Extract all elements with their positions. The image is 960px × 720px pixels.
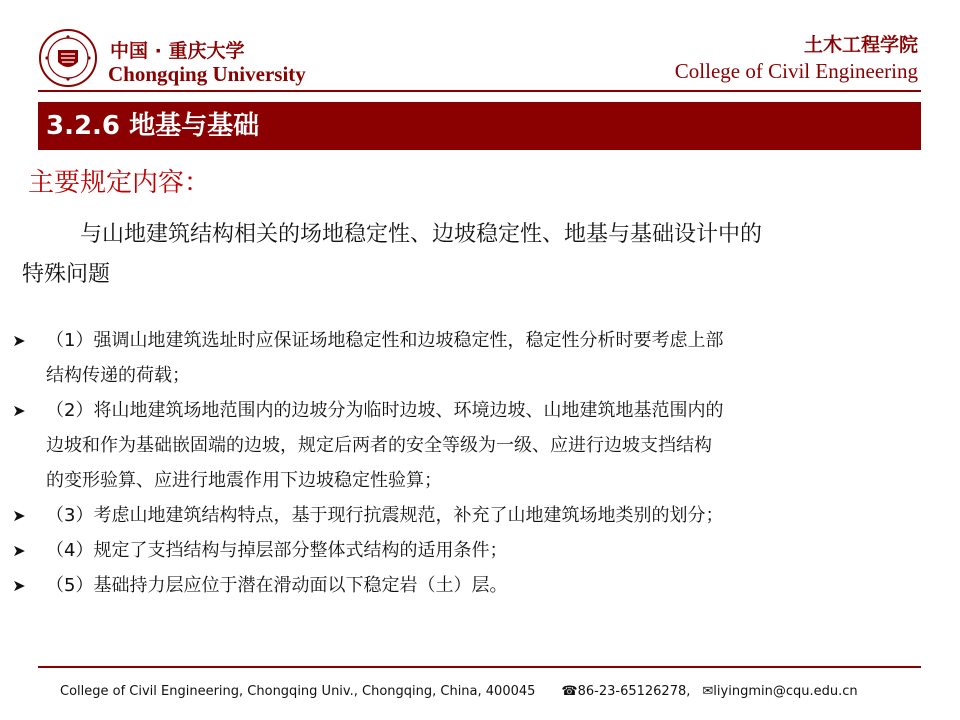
list-item bbox=[8, 533, 948, 568]
university-name-cn: 中国 · 重庆大学 bbox=[110, 40, 245, 62]
list-item-line: 的变形验算、应进行地震作用下边坡稳定性验算； bbox=[46, 470, 442, 491]
list-item-line: （3）考虑山地建筑结构特点，基于现行抗震规范，补充了山地建筑场地类别的划分； bbox=[46, 505, 724, 526]
header-divider bbox=[38, 90, 921, 92]
footer-email: liyingmin@cqu.edu.cn bbox=[713, 684, 858, 699]
list-item bbox=[8, 323, 948, 393]
college-name-en: College of Civil Engineering bbox=[674, 59, 918, 83]
list-item bbox=[8, 498, 948, 533]
intro-line: 与山地建筑结构相关的场地稳定性、边坡稳定性、地基与基础设计中的 bbox=[80, 222, 763, 247]
arrowhead-bullet-icon: ➤ bbox=[12, 541, 26, 560]
college-name-cn: 土木工程学院 bbox=[803, 34, 918, 56]
footer-address: College of Civil Engineering, Chongqing Univ., Chongqing, China, 400045 bbox=[60, 684, 536, 699]
arrowhead-bullet-icon: ➤ bbox=[12, 506, 26, 525]
phone-icon: ☎ bbox=[561, 684, 578, 699]
arrowhead-bullet-icon: ➤ bbox=[12, 401, 26, 420]
list-item-line: （2）将山地建筑场地范围内的边坡分为临时边坡、环境边坡、山地建筑地基范围内的 bbox=[46, 400, 724, 421]
arrowhead-bullet-icon: ➤ bbox=[12, 331, 26, 350]
university-name-en: Chongqing University bbox=[108, 62, 306, 86]
section-title-banner: 3.2.6 地基与基础 bbox=[38, 102, 921, 150]
intro-paragraph bbox=[22, 215, 912, 295]
list-item-line: （4）规定了支挡结构与掉层部分整体式结构的适用条件； bbox=[46, 540, 508, 561]
footer-divider bbox=[38, 666, 921, 668]
intro-line: 特殊问题 bbox=[22, 262, 111, 287]
envelope-icon: ✉ bbox=[702, 684, 714, 699]
list-item-line: 结构传递的荷载； bbox=[46, 365, 190, 386]
subheading: 主要规定内容： bbox=[28, 168, 211, 198]
list-item bbox=[8, 393, 948, 498]
list-item-line: （1）强调山地建筑选址时应保证场地稳定性和边坡稳定性，稳定性分析时要考虑上部 bbox=[46, 330, 724, 351]
list-item-line: （5）基础持力层应位于潜在滑动面以下稳定岩（土）层。 bbox=[46, 575, 508, 596]
footer-phone: 86-23-65126278, bbox=[577, 684, 691, 699]
list-item-line: 边坡和作为基础嵌固端的边坡，规定后两者的安全等级为一级、应进行边坡支挡结构 bbox=[46, 435, 712, 456]
list-item bbox=[8, 568, 948, 603]
university-seal-icon bbox=[38, 28, 98, 88]
provisions-list bbox=[8, 323, 948, 603]
footer bbox=[60, 684, 858, 699]
arrowhead-bullet-icon: ➤ bbox=[12, 576, 26, 595]
